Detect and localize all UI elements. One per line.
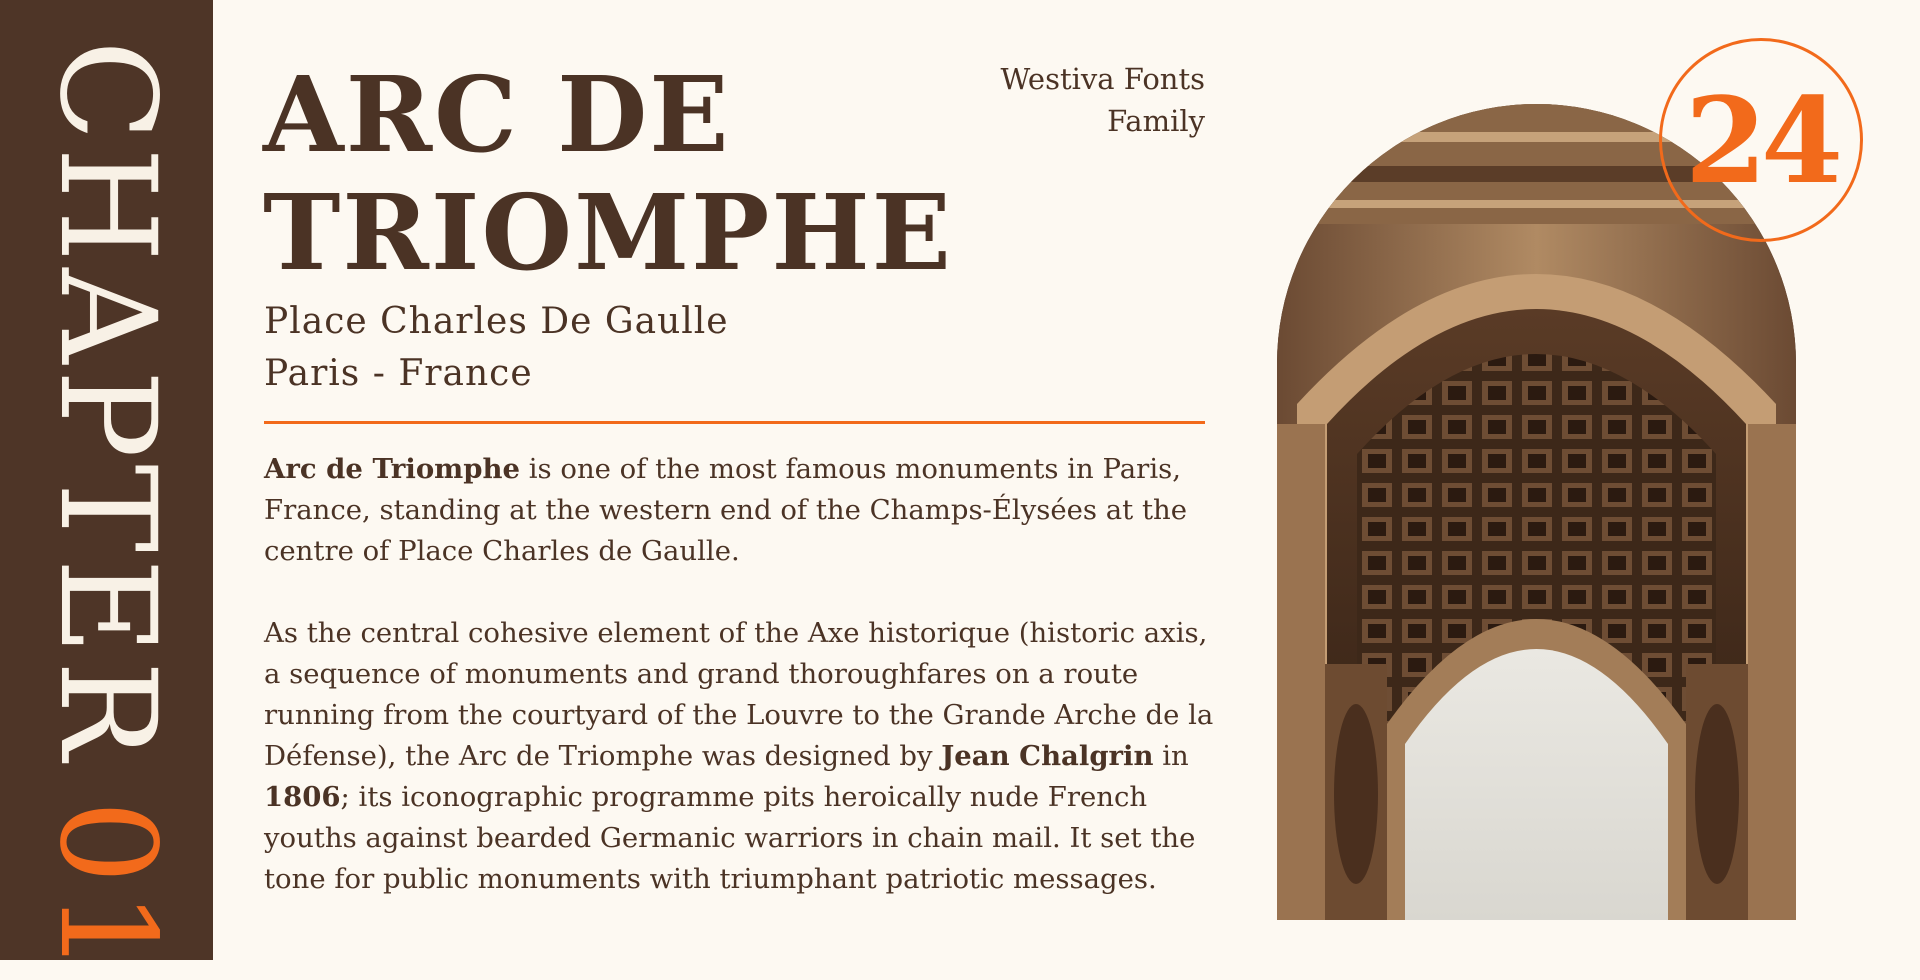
chapter-label xyxy=(29,39,184,980)
body-text xyxy=(264,449,1214,941)
title-line-2: TRIOMPHE xyxy=(263,171,953,294)
p2-part-3: ; its iconographic programme pits heroically nude French youths against bearded Germanic warriors in chain mail. It set the tone for public monuments with triumphant patriotic messages. xyxy=(264,781,1196,895)
p1-bold: Arc de Triomphe xyxy=(264,453,520,485)
page-title xyxy=(263,53,953,294)
sidebar xyxy=(0,0,213,980)
paragraph-2 xyxy=(264,613,1214,900)
brand-line-2: Family xyxy=(1107,104,1205,138)
page-number-badge: 24 xyxy=(1659,38,1863,242)
location-subtitle xyxy=(264,296,729,400)
subtitle-line-2: Paris - France xyxy=(264,353,533,394)
p2-part-1: As the central cohesive element of the Axe historique (historic axis, a sequence of monuments and grand thoroughfares on a route running from the courtyard of the Louvre to the Grande Arche de la Défense), the Arc de Triomphe was designed by xyxy=(264,617,1214,772)
chapter-number: 01 xyxy=(29,800,184,980)
brand-line-1: Westiva Fonts xyxy=(1000,62,1205,96)
chapter-word: CHAPTER xyxy=(29,39,184,767)
brand-label xyxy=(1000,58,1205,142)
paragraph-1 xyxy=(264,449,1214,572)
orange-divider xyxy=(264,421,1205,424)
title-line-1: ARC DE xyxy=(263,53,731,176)
p2-part-2: in xyxy=(1153,740,1189,772)
p2-bold-2: 1806 xyxy=(264,781,341,813)
p1-rest: is one of the most famous monuments in Paris, France, standing at the western end of the Champs-Élysées at the centre of Place Charles de Gaulle. xyxy=(264,453,1187,567)
p2-bold-1: Jean Chalgrin xyxy=(941,740,1154,772)
subtitle-line-1: Place Charles De Gaulle xyxy=(264,301,729,342)
